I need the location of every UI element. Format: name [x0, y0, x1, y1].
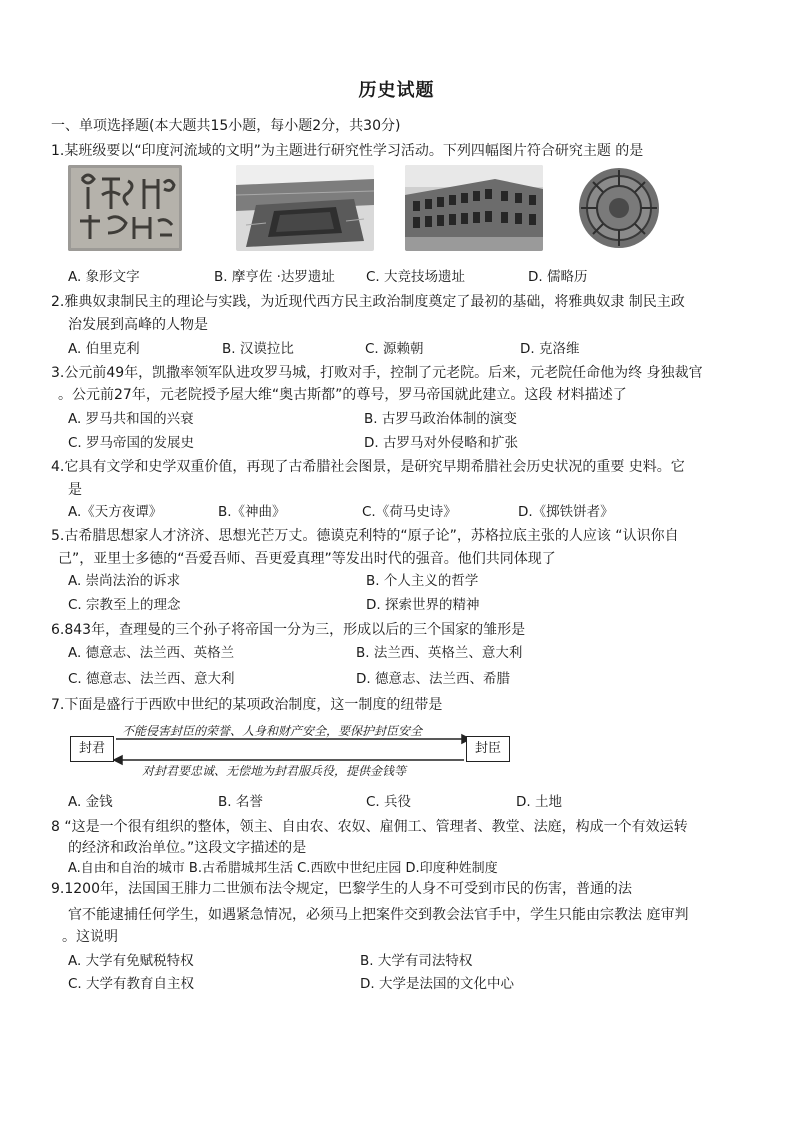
harappa-ruins-image [236, 165, 374, 251]
q5-option-b: B. 个人主义的哲学 [366, 573, 479, 589]
q7-option-b: B. 名誉 [218, 794, 263, 810]
q7-option-a: A. 金钱 [68, 794, 113, 810]
q9-stem-line1: 9.1200年，法国国王腓力二世颁布法令规定，巴黎学生的人身不可受到市民的伤害，普通的法 [51, 881, 632, 897]
q9-option-b: B. 大学有司法特权 [360, 953, 473, 969]
q7-option-c: C. 兵役 [366, 794, 412, 810]
q9-option-a: A. 大学有免赋税特权 [68, 953, 194, 969]
q8-stem-line2: 的经济和政治单位。”这段文字描述的是 [68, 840, 307, 856]
page-title: 历史试题 [358, 80, 435, 101]
q1-option-c: C. 大竞技场遗址 [366, 269, 466, 285]
q1-option-b: B. 摩亨佐 ·达罗遗址 [214, 269, 335, 285]
colosseum-image [405, 165, 543, 251]
hieroglyph-tablet-image [68, 165, 182, 251]
q4-option-b: B.《神曲》 [218, 504, 286, 520]
q2-option-c: C. 源赖朝 [365, 341, 424, 357]
q3-option-c: C. 罗马帝国的发展史 [68, 435, 195, 451]
q6-option-b: B. 法兰西、英格兰、意大利 [356, 645, 523, 661]
q9-option-d: D. 大学是法国的文化中心 [360, 976, 514, 992]
q5-stem-line2: 己”，亚里士多德的“吾爱吾师、吾更爱真理”等发出时代的强音。他们共同体现了 [58, 551, 556, 567]
q2-stem-line2: 治发展到高峰的人物是 [68, 317, 208, 333]
q9-stem-line3: 。这说明 [62, 929, 118, 945]
q3-option-d: D. 古罗马对外侵略和扩张 [364, 435, 518, 451]
q7-stem: 7.下面是盛行于西欧中世纪的某项政治制度，这一制度的纽带是 [51, 697, 443, 713]
section-heading: 一、单项选择题(本大题共15小题，每小题2分，共30分) [51, 118, 401, 134]
q8-options: A.自由和自治的城市 B.古希腊城邦生活 C.西欧中世纪庄园 D.印度种姓制度 [68, 861, 498, 876]
lord-obligation-text: 不能侵害封臣的荣誉、人身和财产安全，要保护封臣安全 [122, 724, 423, 738]
q3-option-b: B. 古罗马政治体制的演变 [364, 411, 517, 427]
q8-stem-line1: 8 “这是一个很有组织的整体，领主、自由农、农奴、雇佣工、管理者、教堂、法庭，构成一个有效运转 [51, 819, 688, 835]
q4-option-a: A.《天方夜谭》 [68, 504, 163, 520]
q4-option-c: C.《荷马史诗》 [362, 504, 457, 520]
vassal-box: 封臣 [466, 736, 510, 762]
q1-option-a: A. 象形文字 [68, 269, 140, 285]
q3-stem-line2: 。公元前27年，元老院授予屋大维“奥古斯都”的尊号，罗马帝国就此建立。这段 材料描述了 [58, 387, 627, 403]
feudal-relationship-diagram [70, 722, 508, 778]
q5-stem-line1: 5.古希腊思想家人才济济、思想光芒万丈。德谟克利特的“原子论”，苏格拉底主张的人应该 “认识你自 [51, 528, 679, 544]
q1-option-d: D. 儒略历 [528, 269, 588, 285]
q3-stem-line1: 3.公元前49年，凯撒率领军队进攻罗马城，打败对手，控制了元老院。后来，元老院任命他为终 身独裁官 [51, 365, 703, 381]
q3-option-a: A. 罗马共和国的兴衰 [68, 411, 194, 427]
vassal-obligation-text: 对封君要忠诚、无偿地为封君服兵役，提供金钱等 [142, 764, 407, 778]
q6-option-d: D. 德意志、法兰西、希腊 [356, 671, 510, 687]
q2-option-d: D. 克洛维 [520, 341, 580, 357]
q4-stem-line1: 4.它具有文学和史学双重价值，再现了古希腊社会图景，是研究早期希腊社会历史状况的重要 史料。它 [51, 459, 685, 475]
q6-stem: 6.843年，查理曼的三个孙子将帝国一分为三，形成以后的三个国家的雏形是 [51, 622, 526, 638]
q1-stem: 1.某班级要以“印度河流域的文明”为主题进行研究性学习活动。下列四幅图片符合研究主题 的是 [51, 143, 644, 159]
q6-option-a: A. 德意志、法兰西、英格兰 [68, 645, 235, 661]
q2-option-a: A. 伯里克利 [68, 341, 140, 357]
q4-option-d: D.《掷铁饼者》 [518, 504, 614, 520]
q9-option-c: C. 大学有教育自主权 [68, 976, 195, 992]
q2-option-b: B. 汉谟拉比 [222, 341, 294, 357]
q7-option-d: D. 土地 [516, 794, 562, 810]
q5-option-a: A. 崇尚法治的诉求 [68, 573, 181, 589]
q9-stem-line2: 官不能逮捕任何学生，如遇紧急情况，必须马上把案件交到教会法官手中，学生只能由宗教法 庭审判 [68, 907, 689, 923]
q6-option-c: C. 德意志、法兰西、意大利 [68, 671, 235, 687]
q5-option-d: D. 探索世界的精神 [366, 597, 480, 613]
sun-stone-calendar-image [573, 165, 665, 251]
q5-option-c: C. 宗教至上的理念 [68, 597, 181, 613]
lord-box: 封君 [70, 736, 114, 762]
q2-stem-line1: 2.雅典奴隶制民主的理论与实践，为近现代西方民主政治制度奠定了最初的基础，将雅典奴隶 制民主政 [51, 294, 685, 310]
q4-stem-line2: 是 [68, 482, 82, 498]
